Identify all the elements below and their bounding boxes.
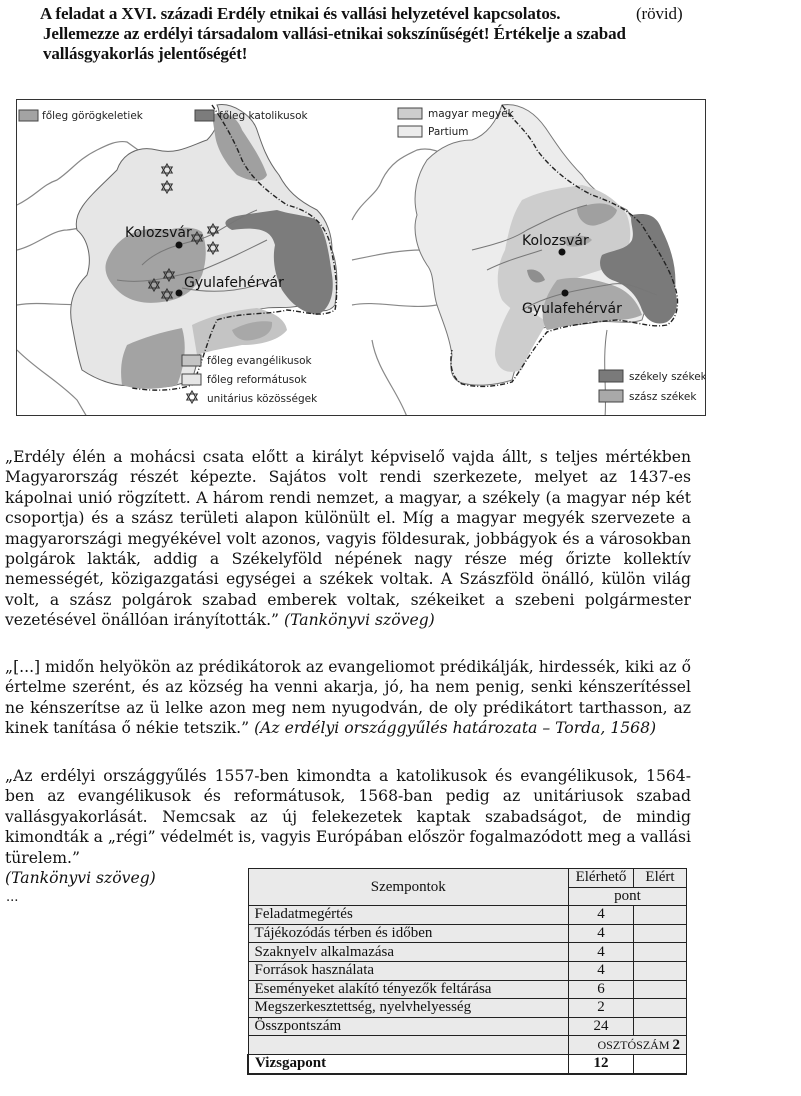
divisor bbox=[569, 1036, 687, 1055]
answer-ellipsis: ... bbox=[6, 890, 19, 905]
city-label-gyulafehervar-right: Gyulafehérvár bbox=[522, 301, 622, 317]
divisor-label: OSZTÓSZÁM bbox=[597, 1037, 670, 1052]
header-achieved: Elért bbox=[634, 869, 687, 888]
total-label: Összpontszám bbox=[248, 1017, 569, 1036]
divisor-row bbox=[248, 1036, 687, 1055]
city-dot-kolozsvar bbox=[176, 242, 183, 249]
legend-unitarius: unitárius közösségek bbox=[207, 393, 318, 405]
source-3-citation: (Tankönyvi szöveg) bbox=[5, 869, 156, 888]
criterion-achieved-cell[interactable] bbox=[634, 924, 687, 943]
source-3-text: „Az erdélyi országgyűlés 1557-ben kimondta a katolikusok és evangélikusok, 1564-ben az evangélikusok és reformátusok, 1568-ban pedig az unitáriusok szabad vallásgyakorlását. Nemcsak az új felekezetek kaptak szabadságot, de mindig kimondták a „régi” védelmét is, vagyis Európában először fogalmazódott meg a vallási türelem.” bbox=[5, 767, 691, 867]
city-dot-gyulafehervar-right bbox=[562, 290, 569, 297]
criterion-label: Megszerkesztettség, nyelvhelyesség bbox=[248, 999, 569, 1018]
criterion-label: Szaknyelv alkalmazása bbox=[248, 943, 569, 962]
criterion-achieved-cell[interactable] bbox=[634, 906, 687, 925]
city-dot-kolozsvar-right bbox=[559, 249, 566, 256]
legend-partium: Partium bbox=[428, 126, 469, 138]
table-row bbox=[248, 943, 687, 962]
criterion-points: 4 bbox=[569, 961, 634, 980]
source-1-text: „Erdély élén a mohácsi csata előtt a királyt képviselő vajda állt, s teljes mértékben Magyarország részét képezte. Sajátos volt rendi szerkezete, melyet az 1437-es kápolnai unió rögzített. A három rendi nemzet, a magyar, a székely (a magyar nép két csoportja) és a szász területi alapon különült el. Míg a magyar megyék szervezete a magyarországi megyékével volt azonos, vagyis földesurak, jobbágyok és a városokban polgárok lakták, addig a Székelyföld népének nagy része még őrizte kollektív nemességét, közigazgatási egységei a székek voltak. A Szászföld önálló, külön világ volt, a szász polgárok szabad emberek voltak, székeiket a szebeni polgármester vezetésével önállóan irányították.” bbox=[5, 448, 691, 630]
legend-swatch-evangelikus bbox=[182, 355, 201, 366]
total-points: 24 bbox=[569, 1017, 634, 1036]
criterion-label: Források használata bbox=[248, 961, 569, 980]
criterion-points: 4 bbox=[569, 906, 634, 925]
criterion-achieved-cell[interactable] bbox=[634, 980, 687, 999]
divisor-value: 2 bbox=[672, 1036, 680, 1053]
header-available: Elérhető bbox=[569, 869, 634, 888]
legend-gorogkeleti: főleg görögkeletiek bbox=[42, 110, 143, 122]
table-row bbox=[248, 961, 687, 980]
legend-swatch-reformatus bbox=[182, 374, 201, 385]
legend-swatch-katolikus bbox=[195, 110, 214, 121]
scoring-table bbox=[247, 868, 687, 1075]
table-row bbox=[248, 980, 687, 999]
legend-szasz: szász székek bbox=[629, 391, 697, 403]
final-label: Vizsgapont bbox=[248, 1054, 569, 1073]
source-1 bbox=[5, 447, 691, 631]
criterion-points: 4 bbox=[569, 943, 634, 962]
legend-swatch-magyar-megyek bbox=[398, 108, 422, 119]
task-intro: A feladat a XVI. századi Erdély etnikai és vallási helyzetével kapcsolatos. bbox=[40, 4, 561, 23]
legend-katolikus: főleg katolikusok bbox=[219, 110, 308, 122]
table-row bbox=[248, 924, 687, 943]
header-unit: pont bbox=[569, 887, 687, 906]
legend-magyar-megyek: magyar megyék bbox=[428, 108, 514, 120]
legend-reformatus: főleg reformátusok bbox=[207, 374, 307, 386]
final-achieved-cell[interactable] bbox=[634, 1054, 687, 1073]
legend-swatch-szasz bbox=[599, 390, 623, 402]
city-label-kolozsvar-right: Kolozsvár bbox=[522, 233, 589, 249]
map-figure bbox=[16, 99, 706, 416]
task-type: (rövid) bbox=[636, 4, 683, 23]
city-label-gyulafehervar: Gyulafehérvár bbox=[184, 275, 284, 291]
task-header bbox=[40, 4, 720, 64]
left-map bbox=[17, 105, 337, 416]
header-criteria: Szempontok bbox=[248, 869, 569, 906]
legend-swatch-gorogkeleti bbox=[19, 110, 38, 121]
legend-swatch-partium bbox=[398, 126, 422, 137]
scoring-header-row bbox=[248, 869, 687, 888]
city-label-kolozsvar: Kolozsvár bbox=[125, 225, 192, 241]
map-svg bbox=[17, 100, 706, 416]
source-2-text: „[...] midőn helyökön az prédikátorok az evangeliomot prédikálják, hirdessék, kiki az ő értelme szerént, és az község ha venni akarja, jó, ha nem penig, senki kénszerítéssel ne kénszerítse az ü lelke azon meg nem nyugodván, de oly prédikátort tarthasson, az kinek tanítása ő nékie tetszik.” bbox=[5, 658, 691, 738]
criterion-label: Feladatmegértés bbox=[248, 906, 569, 925]
table-row bbox=[248, 999, 687, 1018]
legend-swatch-szekely bbox=[599, 370, 623, 382]
right-map bbox=[352, 105, 706, 416]
legend-evangelikus: főleg evangélikusok bbox=[207, 355, 312, 367]
criterion-achieved-cell[interactable] bbox=[634, 961, 687, 980]
criterion-points: 6 bbox=[569, 980, 634, 999]
source-2 bbox=[5, 657, 691, 739]
source-1-citation: (Tankönyvi szöveg) bbox=[284, 611, 435, 630]
table-row bbox=[248, 906, 687, 925]
task-question: Jellemezze az erdélyi társadalom vallási-etnikai sokszínűségét! Értékelje a szabad vallásgyakorlás jelentőségét! bbox=[43, 24, 626, 63]
criterion-achieved-cell[interactable] bbox=[634, 999, 687, 1018]
city-dot-gyulafehervar bbox=[176, 290, 183, 297]
final-row bbox=[248, 1054, 687, 1073]
total-achieved-cell[interactable] bbox=[634, 1017, 687, 1036]
divisor-empty-cell bbox=[248, 1036, 569, 1055]
criterion-label: Eseményeket alakító tényezők feltárása bbox=[248, 980, 569, 999]
criterion-points: 4 bbox=[569, 924, 634, 943]
legend-szekely: székely székek bbox=[629, 371, 707, 383]
criterion-points: 2 bbox=[569, 999, 634, 1018]
legend-star-icon bbox=[187, 391, 197, 403]
source-2-citation: (Az erdélyi országgyűlés határozata – Torda, 1568) bbox=[254, 719, 657, 738]
criterion-label: Tájékozódás térben és időben bbox=[248, 924, 569, 943]
total-row bbox=[248, 1017, 687, 1036]
final-points: 12 bbox=[569, 1054, 634, 1073]
criterion-achieved-cell[interactable] bbox=[634, 943, 687, 962]
